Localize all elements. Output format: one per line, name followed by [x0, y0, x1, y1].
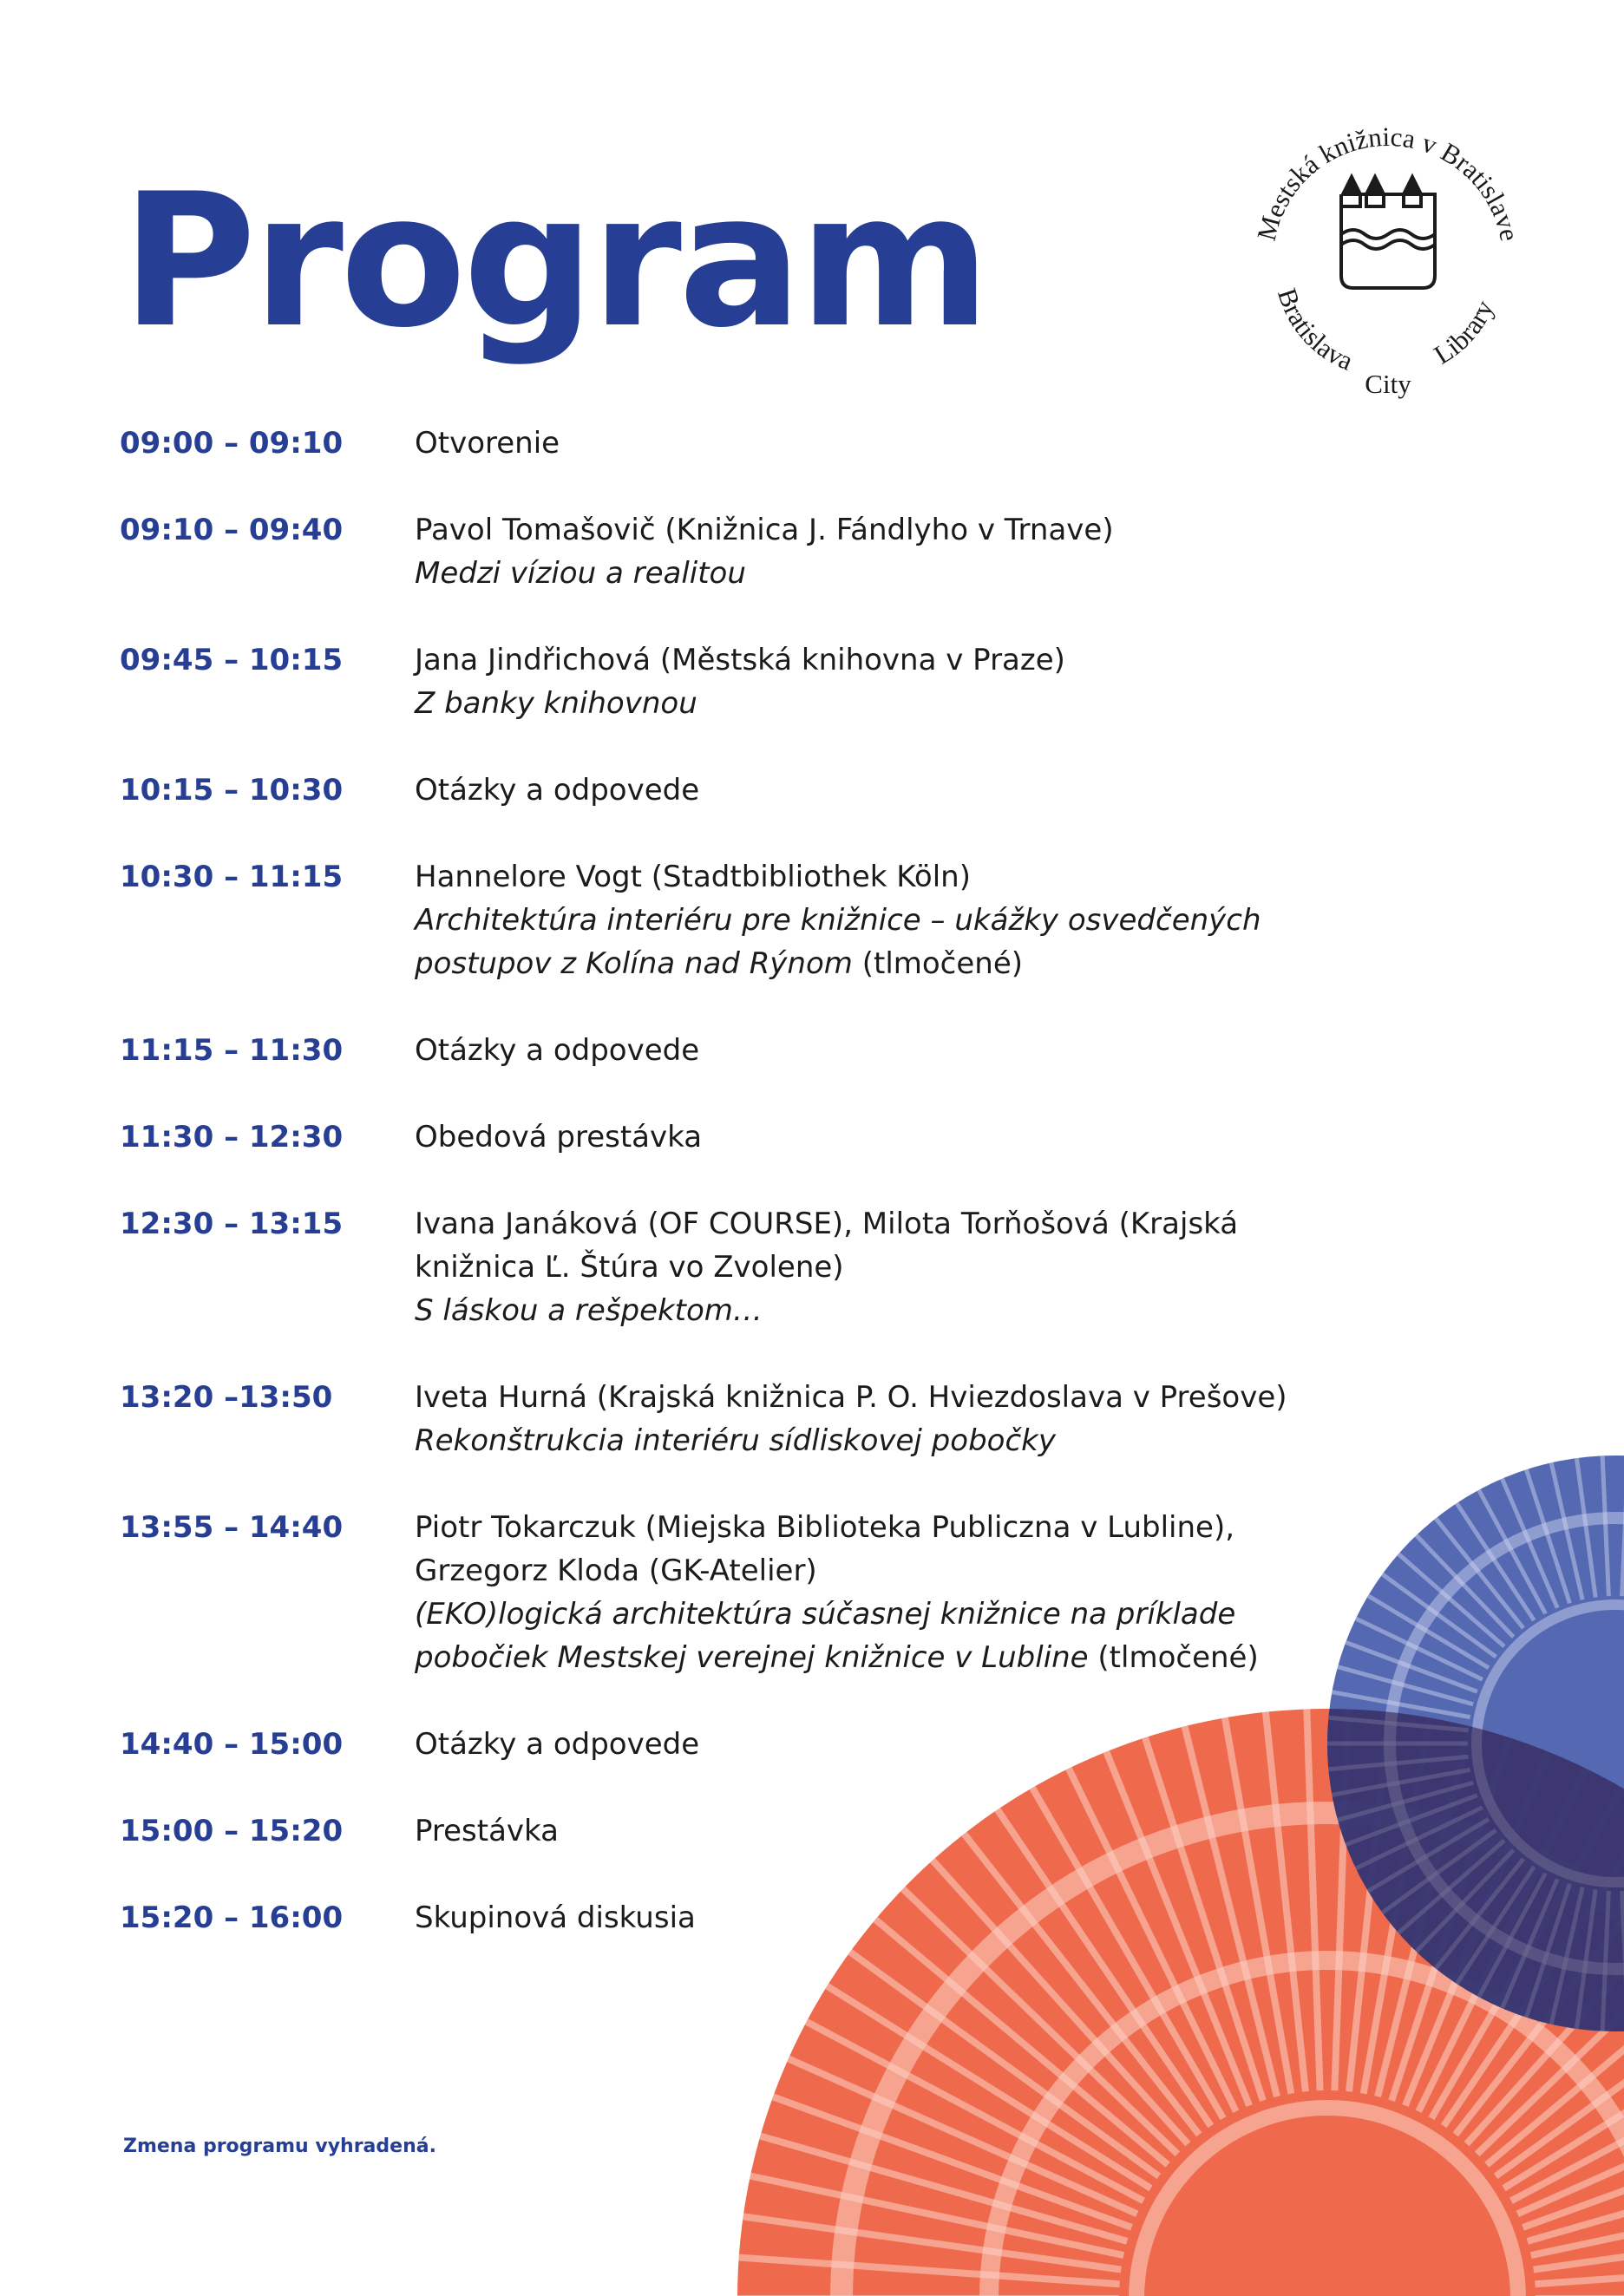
session-line-text: Z banky knihovnou [415, 686, 697, 721]
session-speaker [415, 508, 1352, 552]
session-line-text: pobočiek Mestskej verejnej knižnice v Lubline [415, 1640, 1089, 1675]
session-line-text: Otázky a odpovede [415, 773, 700, 808]
castle-icon [1341, 177, 1435, 288]
session-title [415, 552, 1352, 595]
schedule-row [120, 855, 1352, 985]
session-line-text: (EKO)logická architektúra súčasnej knižnice na príklade [415, 1597, 1236, 1632]
session-line-text: S láskou a rešpektom… [415, 1293, 763, 1328]
session-line-text: knižnica Ľ. Štúra vo Zvolene) [415, 1250, 844, 1285]
library-logo [1232, 104, 1544, 416]
session-line-text: Ivana Janáková (OF COURSE), Milota Torňošová (Krajská [415, 1207, 1239, 1241]
session-speaker [415, 1376, 1352, 1419]
session-details [415, 1809, 1352, 1853]
session-speaker [415, 855, 1352, 899]
session-line-text: Iveta Hurná (Krajská knižnica P. O. Hviezdoslava v Prešove) [415, 1380, 1287, 1415]
session-title [415, 899, 1352, 942]
session-line-text: Otázky a odpovede [415, 1727, 700, 1762]
session-details [415, 1376, 1352, 1462]
interpretation-note: (tlmočené) [1097, 1640, 1259, 1675]
session-time: 13:20 –13:50 [120, 1380, 333, 1415]
schedule-row [120, 1115, 1352, 1159]
session-speaker [415, 1506, 1352, 1549]
session-line-text: Skupinová diskusia [415, 1900, 696, 1935]
session-details [415, 508, 1352, 595]
session-time: 10:15 – 10:30 [120, 773, 344, 808]
logo-word-bratislava: Bratislava [1271, 284, 1358, 376]
session-details [415, 422, 1352, 465]
session-speaker [415, 1029, 1352, 1072]
schedule-row [120, 1506, 1352, 1679]
logo-word-city: City [1365, 369, 1411, 399]
session-details [415, 1896, 1352, 1939]
session-details [415, 1723, 1352, 1766]
session-details [415, 1029, 1352, 1072]
schedule-row [120, 769, 1352, 812]
session-speaker [415, 1115, 1352, 1159]
session-speaker [415, 638, 1352, 682]
program-schedule [120, 422, 1352, 1983]
session-time: 13:55 – 14:40 [120, 1510, 344, 1545]
session-line-text: postupov z Kolína nad Rýnom [415, 946, 853, 981]
session-details [415, 1115, 1352, 1159]
schedule-row [120, 638, 1352, 725]
session-details [415, 1506, 1352, 1679]
session-line-text: Obedová prestávka [415, 1120, 703, 1155]
session-details [415, 855, 1352, 985]
session-time: 10:30 – 11:15 [120, 860, 344, 894]
schedule-row [120, 508, 1352, 595]
session-speaker [415, 1202, 1352, 1246]
schedule-row [120, 1202, 1352, 1332]
session-speaker [415, 769, 1352, 812]
session-time: 09:45 – 10:15 [120, 643, 344, 677]
session-line-text: Pavol Tomašovič (Knižnica J. Fándlyho v Trnave) [415, 513, 1114, 547]
session-details [415, 638, 1352, 725]
session-title [415, 1289, 1352, 1332]
session-details [415, 769, 1352, 812]
schedule-row [120, 1809, 1352, 1853]
logo-word-library: Library [1428, 295, 1500, 370]
session-line-text: Otvorenie [415, 426, 560, 461]
schedule-row [120, 1723, 1352, 1766]
session-time: 15:20 – 16:00 [120, 1900, 344, 1935]
session-line-text: Grzegorz Kloda (GK-Atelier) [415, 1554, 817, 1588]
session-time: 12:30 – 13:15 [120, 1207, 344, 1241]
session-line-text: Otázky a odpovede [415, 1033, 700, 1068]
session-speaker [415, 1723, 1352, 1766]
schedule-row [120, 1029, 1352, 1072]
session-line-text: Architektúra interiéru pre knižnice – ukážky osvedčených [415, 903, 1261, 938]
session-line-text: Piotr Tokarczuk (Miejska Biblioteka Publiczna v Lubline), [415, 1510, 1235, 1545]
session-time: 15:00 – 15:20 [120, 1814, 344, 1848]
session-speaker [415, 422, 1352, 465]
session-details [415, 1202, 1352, 1332]
session-speaker [415, 1246, 1352, 1289]
session-time: 09:00 – 09:10 [120, 426, 344, 461]
session-line-text: Medzi víziou a realitou [415, 556, 746, 591]
session-time: 11:15 – 11:30 [120, 1033, 344, 1068]
schedule-row [120, 1896, 1352, 1939]
session-title [415, 1636, 1352, 1679]
session-speaker [415, 1809, 1352, 1853]
session-line-text: Jana Jindřichová (Městská knihovna v Praze) [415, 643, 1065, 677]
session-speaker [415, 1549, 1352, 1593]
session-title [415, 1419, 1352, 1462]
page-title: Program [121, 154, 987, 368]
session-time: 14:40 – 15:00 [120, 1727, 344, 1762]
interpretation-note: (tlmočené) [861, 946, 1024, 981]
session-time: 09:10 – 09:40 [120, 513, 344, 547]
session-title [415, 1593, 1352, 1636]
session-speaker [415, 1896, 1352, 1939]
session-line-text: Prestávka [415, 1814, 559, 1848]
session-title [415, 682, 1352, 725]
session-line-text: Hannelore Vogt (Stadtbibliothek Köln) [415, 860, 971, 894]
schedule-row [120, 422, 1352, 465]
schedule-row [120, 1376, 1352, 1462]
program-change-note: Zmena programu vyhradená. [123, 2136, 436, 2157]
session-line-text: Rekonštrukcia interiéru sídliskovej pobočky [415, 1423, 1056, 1458]
logo-ring-text: Mestská knižnica v Bratislave [1250, 121, 1525, 244]
session-time: 11:30 – 12:30 [120, 1120, 344, 1155]
session-title [415, 942, 1352, 985]
